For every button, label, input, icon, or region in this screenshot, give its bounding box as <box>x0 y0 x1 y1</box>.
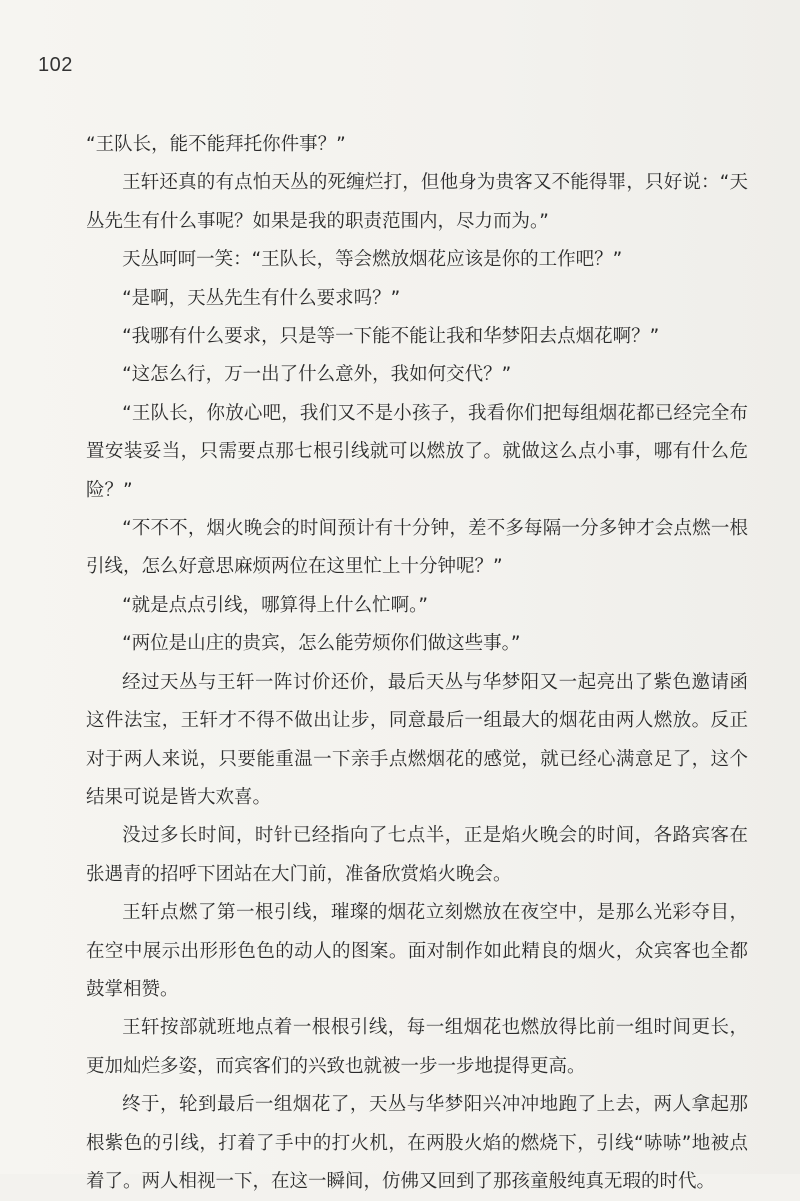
paragraph: “就是点点引线，哪算得上什么忙啊。” <box>122 594 428 616</box>
paragraph: 王轩还真的有点怕天丛的死缠烂打，但他身为贵客又不能得罪，只好说：“天丛先生有什么事呢？如果是我的职责范围内，尽力而为。” <box>86 172 748 232</box>
paragraph: 天丛呵呵一笑：“王队长，等会燃放烟花应该是你的工作吧？” <box>122 249 623 271</box>
paragraph: “我哪有什么要求，只是等一下能不能让我和华梦阳去点烟花啊？” <box>122 326 660 348</box>
paragraph: 王轩按部就班地点着一根根引线，每一组烟花也燃放得比前一组时间更长，更加灿烂多姿，而宾客们的兴致也就被一步一步地提得更高。 <box>86 1017 748 1077</box>
paragraph: “是啊，天丛先生有什么要求吗？” <box>122 287 401 309</box>
paragraph: “王队长，你放心吧，我们又不是小孩子，我看你们把每组烟花都已经完全布置安装妥当，只需要点那七根引线就可以燃放了。就做这么点小事，哪有什么危险？” <box>86 402 748 501</box>
paragraph: 终于，轮到最后一组烟花了，天丛与华梦阳兴冲冲地跑了上去，两人拿起那根紫色的引线，打着了手中的打火机，在两股火焰的燃烧下，引线“哧哧”地被点着了。两人相视一下，在这一瞬间，仿佛又回到了那孩童般纯真无瑕的时代。 <box>86 1094 748 1192</box>
paragraph: 没过多长时间，时针已经指向了七点半，正是焰火晚会的时间，各路宾客在张遇青的招呼下团站在大门前，准备欣赏焰火晚会。 <box>86 825 748 885</box>
paragraph: “这怎么行，万一出了什么意外，我如何交代？” <box>122 364 512 386</box>
paragraph: “两位是山庄的贵宾，怎么能劳烦你们做这些事。” <box>122 633 521 655</box>
paragraph: 王轩点燃了第一根引线，璀璨的烟花立刻燃放在夜空中，是那么光彩夺目，在空中展示出形形色色的动人的图案。面对制作如此精良的烟火，众宾客也全都鼓掌相赞。 <box>86 902 748 1000</box>
paragraph: “王队长，能不能拜托你件事？” <box>86 134 346 155</box>
paragraph: 经过天丛与王轩一阵讨价还价，最后天丛与华梦阳又一起亮出了紫色邀请函这件法宝，王轩才不得不做出让步，同意最后一组最大的烟花由两人燃放。反正对于两人来说，只要能重温一下亲手点燃烟花的感觉，就已经心满意足了，这个结果可说是皆大欢喜。 <box>86 671 748 808</box>
paragraph: “不不不，烟火晚会的时间预计有十分钟，差不多每隔一分多钟才会点燃一根引线，怎么好意思麻烦两位在这里忙上十分钟呢？” <box>86 518 748 578</box>
page-number: 102 <box>38 54 73 76</box>
body-text <box>86 126 748 1201</box>
